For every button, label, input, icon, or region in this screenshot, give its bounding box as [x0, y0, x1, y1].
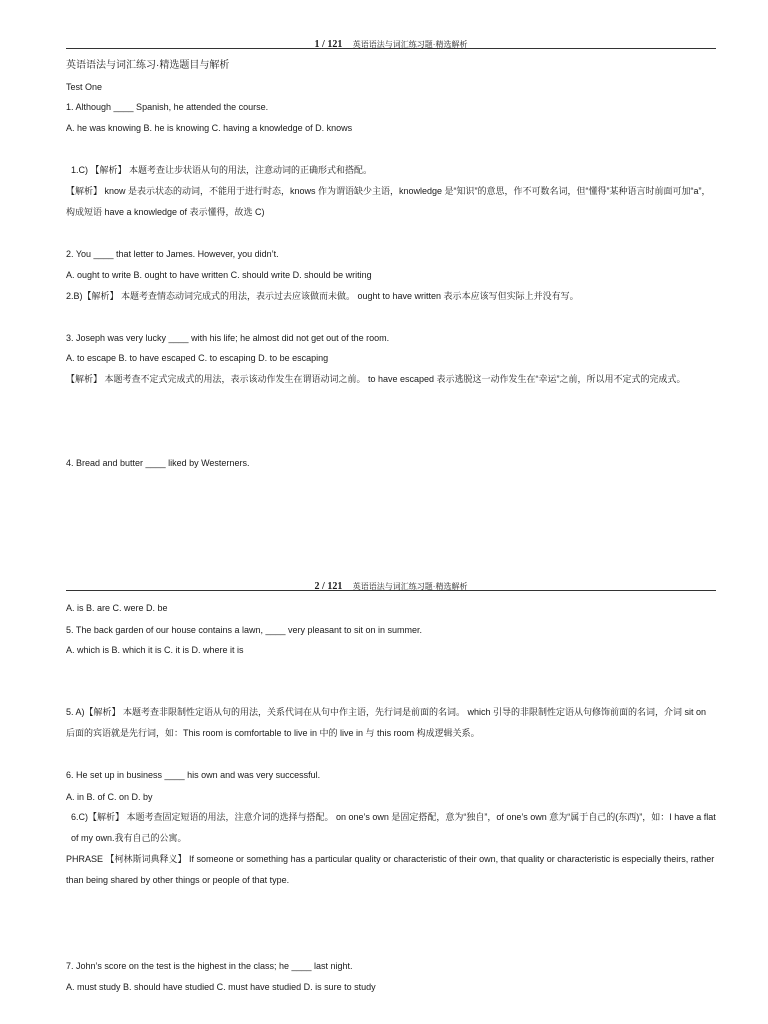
question-6-answer: 6.C)【解析】 本题考查固定短语的用法，注意介词的选择与搭配。 on one’s own 是固定搭配，意为“独自”，of one’s own 意为“属于自己的(东西)”，如：I have a flat of my own.我有自己的公寓。	[71, 812, 716, 843]
test-label: Test One	[66, 82, 103, 92]
header-subtitle: 英语语法与词汇练习题·精选解析	[352, 40, 468, 49]
question-3: 3. Joseph was very lucky ____ with his life; he almost did not get out of the room.	[66, 333, 390, 343]
header-subtitle: 英语语法与词汇练习题·精选解析	[352, 582, 468, 591]
question-1-explanation: 【解析】 know 是表示状态的动词，不能用于进行时态，knows 作为谓语缺少主语，knowledge 是“知识”的意思，作不可数名词，但“懂得”某种语言时前面可加“a”，构成短语 have a knowledge of 表示懂得，故选 C)	[66, 186, 711, 217]
question-7: 7. John’s score on the test is the highest in the class; he ____ last night.	[66, 961, 353, 971]
question-1: 1. Although ____ Spanish, he attended the course.	[66, 102, 269, 112]
document-title: 英语语法与词汇练习·精选题目与解析	[66, 60, 230, 71]
question-6-options: A. in B. of C. on D. by	[66, 792, 153, 802]
page-header	[66, 34, 716, 49]
question-1-options: A. he was knowing B. he is knowing C. having a knowledge of D. knows	[66, 123, 353, 133]
question-4-options: A. is B. are C. were D. be	[66, 603, 168, 613]
question-1-answer: 1.C) 【解析】 本题考查让步状语从句的用法，注意动词的正确形式和搭配。	[71, 165, 373, 175]
phrase-definition: PHRASE 【柯林斯词典释义】 If someone or something has a particular quality or characteristic of their own, that quality or characteristic is especially theirs, rather than being shared by other things or people of that type.	[66, 854, 715, 885]
question-3-options: A. to escape B. to have escaped C. to escaping D. to be escaping	[66, 353, 329, 363]
question-2-options: A. ought to write B. ought to have written C. should write D. should be writing	[66, 270, 372, 280]
question-2-answer: 2.B)【解析】 本题考查情态动词完成式的用法，表示过去应该做而未做。 ought to have written 表示本应该写但实际上并没有写。	[66, 291, 579, 301]
question-5-options: A. which is B. which it is C. it is D. where it is	[66, 645, 244, 655]
question-5: 5. The back garden of our house contains a lawn, ____ very pleasant to sit on in summer.	[66, 625, 423, 635]
question-7-options: A. must study B. should have studied C. must have studied D. is sure to study	[66, 982, 376, 992]
question-3-answer: 【解析】 本题考查不定式完成式的用法，表示该动作发生在谓语动词之前。 to have escaped 表示逃脱这一动作发生在“幸运”之前，所以用不定式的完成式。	[66, 374, 686, 384]
question-4: 4. Bread and butter ____ liked by Westerners.	[66, 458, 250, 468]
page-header	[66, 576, 716, 591]
question-2: 2. You ____ that letter to James. However, you didn’t.	[66, 249, 279, 259]
page-number: 2 / 121	[314, 581, 343, 592]
question-6: 6. He set up in business ____ his own and was very successful.	[66, 770, 321, 780]
question-5-answer: 5. A)【解析】 本题考查非限制性定语从句的用法，关系代词在从句中作主语，先行词是前面的名词。 which 引导的非限制性定语从句修饰前面的名词，介词 sit on 后面的宾语就是先行词，如：This room is comfortable to live in 中的 live in 与 this room 构成逻辑关系。	[66, 707, 707, 738]
page-number: 1 / 121	[314, 39, 343, 50]
